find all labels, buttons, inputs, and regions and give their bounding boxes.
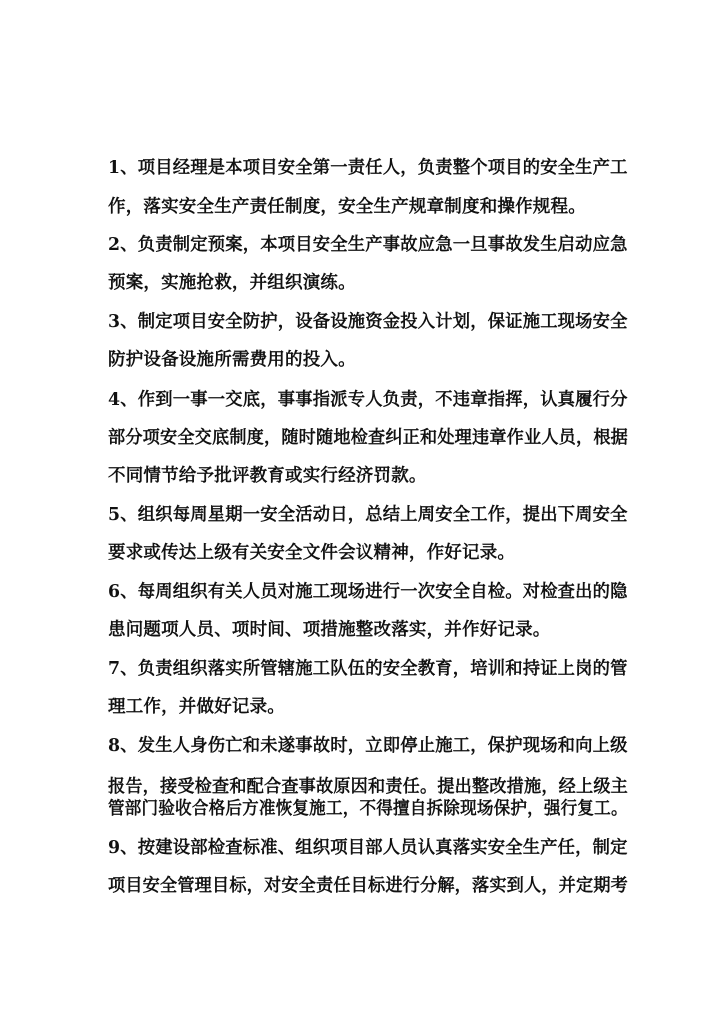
- text-line: 报告，接受检查和配合查事故原因和责任。提出整改措施，经上级主: [108, 777, 628, 797]
- text-line: 预案，实施抢救，并组织演练。: [108, 273, 356, 293]
- text-line: 作，落实安全生产责任制度，安全生产规章制度和操作规程。: [108, 197, 586, 217]
- text-line: 患问题项人员、项时间、项措施整改落实，并作好记录。: [108, 620, 551, 640]
- text-line: 防护设备设施所需费用的投入。: [108, 350, 356, 370]
- text-line: 1、项目经理是本项目安全第一责任人，负责整个项目的安全生产工: [108, 158, 628, 178]
- text-line: 5、组织每周星期一安全活动日，总结上周安全工作，提出下周安全: [108, 505, 628, 525]
- text-line: 7、负责组织落实所管辖施工队伍的安全教育，培训和持证上岗的管: [108, 659, 628, 679]
- text-line: 项目安全管理目标，对安全责任目标进行分解，落实到人，并定期考: [108, 876, 628, 896]
- text-line: 6、每周组织有关人员对施工现场进行一次安全自检。对检查出的隐: [108, 582, 628, 602]
- text-line: 部分项安全交底制度，随时随地检查纠正和处理违章作业人员，根据: [108, 428, 628, 448]
- text-line: 要求或传达上级有关安全文件会议精神，作好记录。: [108, 543, 516, 563]
- text-line: 不同情节给予批评教育或实行经济罚款。: [108, 466, 427, 486]
- text-line: 8、发生人身伤亡和未遂事故时，立即停止施工，保护现场和向上级: [108, 736, 628, 756]
- text-line: 2、负责制定预案，本项目安全生产事故应急一旦事故发生启动应急: [108, 235, 628, 255]
- text-line: 4、作到一事一交底，事事指派专人负责，不违章指挥，认真履行分: [108, 390, 628, 410]
- text-line: 3、制定项目安全防护，设备设施资金投入计划，保证施工现场安全: [108, 312, 628, 332]
- text-line: 9、按建设部检查标准、组织项目部人员认真落实安全生产任，制定: [108, 838, 628, 858]
- text-line: 理工作，并做好记录。: [108, 697, 285, 717]
- text-line: 管部门验收合格后方准恢复施工，不得擅自拆除现场保护，强行复工。: [108, 799, 628, 819]
